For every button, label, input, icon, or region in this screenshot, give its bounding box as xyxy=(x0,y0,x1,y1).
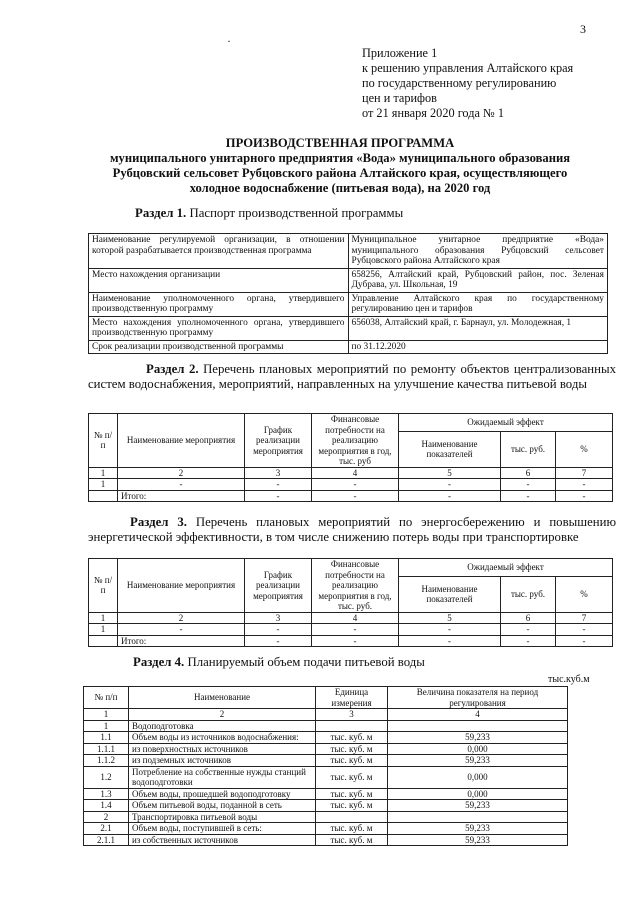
table-cell: 7 xyxy=(556,612,613,624)
table-cell: - xyxy=(245,624,312,636)
section-label: Раздел 4. xyxy=(133,655,185,669)
table-cell: Итого: xyxy=(118,635,245,647)
table-cell: тыс. куб. м xyxy=(316,800,388,812)
section1-heading xyxy=(135,206,403,221)
table-cell: - xyxy=(556,490,613,502)
table-cell: 1.1.2 xyxy=(84,755,129,767)
table-cell: 1.1.1 xyxy=(84,743,129,755)
table-cell: 6 xyxy=(501,612,556,624)
table-cell: Финансовые потребности на реализацию мероприятия в год, тыс. руб xyxy=(312,414,399,468)
table-cell: тыс. куб. м xyxy=(316,755,388,767)
table-cell: - xyxy=(501,624,556,636)
table-cell: по 31.12.2020 xyxy=(348,340,608,354)
table-cell: - xyxy=(245,479,312,491)
table-cell: График реализации мероприятия xyxy=(245,559,312,613)
table-cell: 1.3 xyxy=(84,788,129,800)
table-cell: Наименование уполномоченного органа, утвердившего производственную программу xyxy=(89,292,349,316)
table-cell: 1.4 xyxy=(84,800,129,812)
table-cell: % xyxy=(556,577,613,612)
table-cell: - xyxy=(399,624,501,636)
section-text: Паспорт производственной программы xyxy=(189,206,404,220)
table-cell: Место нахождения организации xyxy=(89,268,349,292)
table-cell: Водоподготовка xyxy=(129,720,316,732)
table-cell: Финансовые потребности на реализацию мероприятия в год, тыс. руб. xyxy=(312,559,399,613)
column-numbers-row xyxy=(84,709,568,721)
table-cell: Объем воды из источников водоснабжения: xyxy=(129,732,316,744)
table-row xyxy=(84,766,568,788)
table-cell: Единица измерения xyxy=(316,687,388,709)
table-cell: 4 xyxy=(312,467,399,479)
title-line: Рубцовский сельсовет Рубцовского района Алтайского края, осуществляющего xyxy=(112,166,568,180)
table-cell xyxy=(388,811,568,823)
table-row xyxy=(89,624,613,636)
table-row xyxy=(84,720,568,732)
table-cell: Управление Алтайского края по государственному регулированию цен и тарифов xyxy=(348,292,608,316)
table-cell: Величина показателя на период регулирования xyxy=(388,687,568,709)
table-cell: 2 xyxy=(84,811,129,823)
table-cell: 1 xyxy=(84,720,129,732)
repair-measures-table xyxy=(88,413,613,502)
title-line: муниципального унитарного предприятия «Вода» муниципального образования xyxy=(109,151,571,165)
table-row xyxy=(84,800,568,812)
table-row xyxy=(84,823,568,835)
table-cell: № п/п xyxy=(89,414,118,468)
column-numbers-row xyxy=(89,467,613,479)
appendix-line: к решению управления Алтайского края xyxy=(362,61,574,75)
table-cell: 3 xyxy=(245,467,312,479)
document-title xyxy=(60,136,620,196)
column-numbers-row xyxy=(89,612,613,624)
table-cell: 1 xyxy=(84,709,129,721)
table-cell: Наименование показателей xyxy=(399,432,501,467)
table-cell: Муниципальное унитарное предприятие «Вода» муниципального образования Рубцовский сельсовет Рубцовского района Алтайского края xyxy=(348,234,608,269)
table-cell: из поверхностных источников xyxy=(129,743,316,755)
header-row xyxy=(89,559,613,577)
table-cell: График реализации мероприятия xyxy=(245,414,312,468)
table-cell: Ожидаемый эффект xyxy=(399,559,613,577)
table-cell: - xyxy=(501,479,556,491)
table-row xyxy=(84,755,568,767)
table-cell: Ожидаемый эффект xyxy=(399,414,613,432)
appendix-line: Приложение 1 xyxy=(362,46,438,60)
energy-measures-table xyxy=(88,558,613,647)
table-cell: из подземных источников xyxy=(129,755,316,767)
passport-table xyxy=(88,233,608,354)
table-cell xyxy=(388,720,568,732)
section-text: Перечень плановых мероприятий по ремонту объектов централизованных систем водоснабжения, мероприятий, направленных на улучшение качества питьевой воды xyxy=(88,362,616,391)
table-cell: 7 xyxy=(556,467,613,479)
table-row xyxy=(84,788,568,800)
table-cell: тыс. куб. м xyxy=(316,834,388,846)
title-line: холодное водоснабжение (питьевая вода), на 2020 год xyxy=(189,181,491,195)
table-cell: 59,233 xyxy=(388,755,568,767)
table-cell: 2.1 xyxy=(84,823,129,835)
table-row xyxy=(89,635,613,647)
scan-dot: · xyxy=(227,34,231,48)
table-cell: 3 xyxy=(316,709,388,721)
table-row xyxy=(84,811,568,823)
unit-note: тыс.куб.м xyxy=(548,674,590,685)
table-cell: 59,233 xyxy=(388,732,568,744)
table-cell: Наименование регулируемой организации, в отношении которой разрабатывается производственная программа xyxy=(89,234,349,269)
table-cell: 1.2 xyxy=(84,766,129,788)
title-line: ПРОИЗВОДСТВЕННАЯ ПРОГРАММА xyxy=(225,136,455,150)
table-cell: - xyxy=(556,624,613,636)
table-row xyxy=(89,268,608,292)
table-cell: 5 xyxy=(399,612,501,624)
table-cell: 1.1 xyxy=(84,732,129,744)
table-cell: Итого: xyxy=(118,490,245,502)
section-text: Планируемый объем подачи питьевой воды xyxy=(187,655,425,669)
table-row xyxy=(84,834,568,846)
table-cell: - xyxy=(501,635,556,647)
table-cell: Объем питьевой воды, поданной в сеть xyxy=(129,800,316,812)
table-cell: Наименование мероприятия xyxy=(118,414,245,468)
table-row xyxy=(89,340,608,354)
section4-heading xyxy=(133,655,425,670)
table-cell: - xyxy=(312,624,399,636)
table-cell: 1 xyxy=(89,467,118,479)
table-cell: 3 xyxy=(245,612,312,624)
table-cell xyxy=(316,720,388,732)
table-row xyxy=(89,479,613,491)
header-row xyxy=(84,687,568,709)
table-row xyxy=(89,490,613,502)
table-row xyxy=(89,292,608,316)
appendix-line: цен и тарифов xyxy=(362,91,437,105)
table-cell: - xyxy=(118,479,245,491)
table-cell: Объем воды, прошедшей водоподготовку xyxy=(129,788,316,800)
table-cell: 1 xyxy=(89,479,118,491)
table-row xyxy=(84,743,568,755)
table-cell: - xyxy=(312,479,399,491)
appendix-line: по государственному регулированию xyxy=(362,76,557,90)
table-cell: 0,000 xyxy=(388,743,568,755)
table-cell: тыс. куб. м xyxy=(316,788,388,800)
table-cell: из собственных источников xyxy=(129,834,316,846)
page-number: 3 xyxy=(580,22,586,36)
table-cell: Наименование xyxy=(129,687,316,709)
table-cell: 658256, Алтайский край, Рубцовский район, пос. Зеленая Дубрава, ул. Школьная, 19 xyxy=(348,268,608,292)
table-cell: - xyxy=(556,479,613,491)
table-cell: 2 xyxy=(118,467,245,479)
table-cell: № п/п xyxy=(84,687,129,709)
table-cell: - xyxy=(245,635,312,647)
table-cell: тыс. куб. м xyxy=(316,743,388,755)
table-cell: 6 xyxy=(501,467,556,479)
table-cell: Наименование мероприятия xyxy=(118,559,245,613)
table-cell: 2 xyxy=(118,612,245,624)
table-cell: - xyxy=(399,490,501,502)
table-cell xyxy=(316,811,388,823)
table-cell: - xyxy=(118,624,245,636)
section-label: Раздел 1. xyxy=(135,206,187,220)
table-cell: 4 xyxy=(312,612,399,624)
section3-heading xyxy=(88,515,616,545)
table-cell: 0,000 xyxy=(388,788,568,800)
table-cell: тыс. руб. xyxy=(501,577,556,612)
table-cell: тыс. куб. м xyxy=(316,823,388,835)
table-cell: 59,233 xyxy=(388,823,568,835)
table-cell: тыс. руб. xyxy=(501,432,556,467)
table-cell: 2.1.1 xyxy=(84,834,129,846)
table-cell: - xyxy=(312,635,399,647)
appendix-note xyxy=(362,46,573,121)
appendix-line: от 21 января 2020 года № 1 xyxy=(362,106,504,120)
table-row xyxy=(89,234,608,269)
section-text: Перечень плановых мероприятий по энергосбережению и повышению энергетической эффективности, в том числе снижению потерь воды при транспортировке xyxy=(88,515,617,544)
table-cell: Потребление на собственные нужды станций водоподготовки xyxy=(129,766,316,788)
table-cell: Объем воды, поступившей в сеть: xyxy=(129,823,316,835)
table-cell: Транспортировка питьевой воды xyxy=(129,811,316,823)
table-cell: - xyxy=(556,635,613,647)
table-cell: тыс. куб. м xyxy=(316,732,388,744)
section-label: Раздел 3. xyxy=(130,515,187,529)
table-cell: - xyxy=(245,490,312,502)
table-cell: 0,000 xyxy=(388,766,568,788)
table-cell: - xyxy=(312,490,399,502)
table-cell: 59,233 xyxy=(388,800,568,812)
water-supply-table xyxy=(83,686,568,846)
table-cell: - xyxy=(399,635,501,647)
table-cell: 59,233 xyxy=(388,834,568,846)
table-cell: Срок реализации производственной программы xyxy=(89,340,349,354)
table-cell xyxy=(89,635,118,647)
table-cell: 5 xyxy=(399,467,501,479)
table-cell: 656038, Алтайский край, г. Барнаул, ул. Молодежная, 1 xyxy=(348,316,608,340)
table-cell: - xyxy=(501,490,556,502)
table-cell: 2 xyxy=(129,709,316,721)
table-cell: тыс. куб. м xyxy=(316,766,388,788)
table-cell: № п/п xyxy=(89,559,118,613)
table-row xyxy=(89,316,608,340)
section-label: Раздел 2. xyxy=(146,362,199,376)
table-cell: % xyxy=(556,432,613,467)
table-cell: 4 xyxy=(388,709,568,721)
table-cell: - xyxy=(399,479,501,491)
section2-heading xyxy=(88,362,616,392)
header-row xyxy=(89,414,613,432)
table-cell: 1 xyxy=(89,624,118,636)
table-cell: Наименование показателей xyxy=(399,577,501,612)
table-row xyxy=(84,732,568,744)
table-cell xyxy=(89,490,118,502)
table-cell: 1 xyxy=(89,612,118,624)
table-cell: Место нахождения уполномоченного органа, утвердившего производственную программу xyxy=(89,316,349,340)
